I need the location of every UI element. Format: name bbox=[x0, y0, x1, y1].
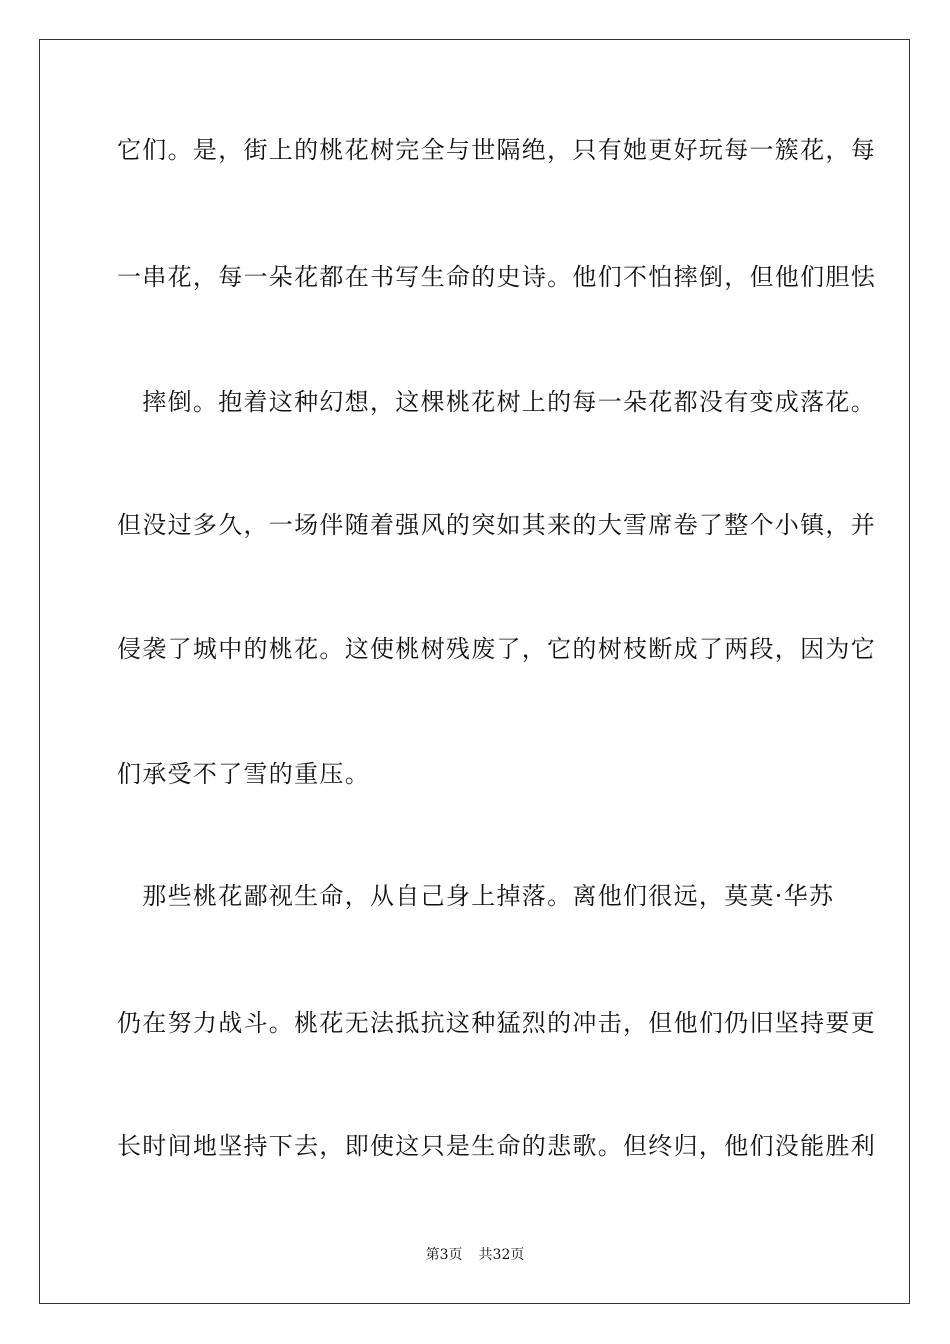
text-line: 仍在努力战斗。桃花无法抵抗这种猛烈的冲击，但他们仍旧坚持要更 bbox=[117, 1009, 876, 1037]
page-border bbox=[39, 39, 910, 1304]
page-total: 共32页 bbox=[478, 1247, 525, 1263]
text-line: 那些桃花鄙视生命，从自己身上掉落。离他们很远，莫莫·华苏 bbox=[117, 882, 835, 910]
text-line: 一串花，每一朵花都在书写生命的史诗。他们不怕摔倒，但他们胆怯 bbox=[117, 263, 876, 291]
text-line: 侵袭了城中的桃花。这使桃树残废了，它的树枝断成了两段，因为它 bbox=[117, 635, 876, 663]
text-line: 摔倒。抱着这种幻想，这棵桃花树上的每一朵花都没有变成落花。 bbox=[117, 388, 876, 416]
page-footer bbox=[0, 1246, 950, 1264]
text-line: 们承受不了雪的重压。 bbox=[117, 760, 370, 788]
text-line: 长时间地坚持下去，即使这只是生命的悲歌。但终归，他们没能胜利 bbox=[117, 1132, 876, 1160]
text-line: 它们。是，街上的桃花树完全与世隔绝，只有她更好玩每一簇花，每 bbox=[117, 136, 876, 164]
page-number: 第3页 bbox=[425, 1247, 463, 1263]
text-line: 但没过多久，一场伴随着强风的突如其来的大雪席卷了整个小镇，并 bbox=[117, 511, 876, 539]
